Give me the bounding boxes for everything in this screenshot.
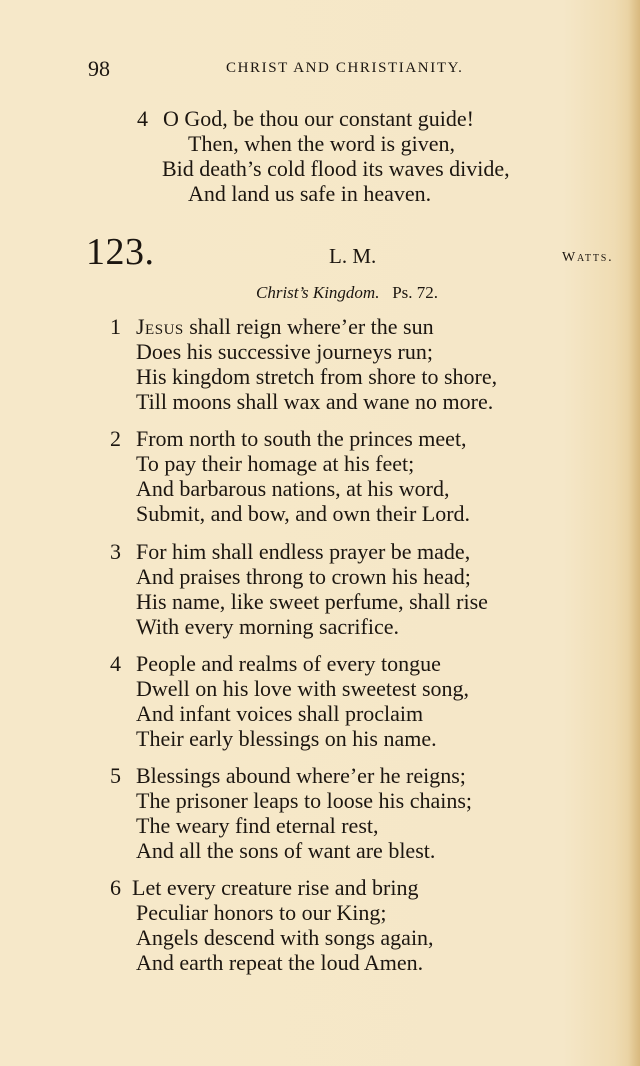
- stanza-line: People and realms of every tongue: [136, 651, 441, 676]
- stanza-line: And infant voices shall proclaim: [136, 701, 424, 726]
- stanza-line: Their early blessings on his name.: [136, 726, 437, 751]
- stanza-line: Till moons shall wax and wane no more.: [136, 389, 494, 414]
- stanza-line-rest: shall reign where’er the sun: [183, 314, 434, 339]
- page-number: 98: [88, 56, 110, 81]
- stanza-line: The weary find eternal rest,: [136, 813, 379, 838]
- stanza-line: And land us safe in heaven.: [188, 181, 432, 206]
- hymn-number: 123.: [86, 231, 155, 273]
- hymn-subtitle: [256, 283, 438, 303]
- page-edge-shadow: [628, 0, 640, 1066]
- stanza-line: O God, be thou our constant guide!: [163, 106, 474, 131]
- stanza-line: The prisoner leaps to loose his chains;: [136, 788, 473, 813]
- stanza-line: For him shall endless prayer be made,: [136, 539, 471, 564]
- stanza-number: 4: [110, 651, 121, 676]
- stanza-line: Does his successive journeys run;: [136, 339, 433, 364]
- stanza-number: 3: [110, 539, 121, 564]
- running-title: CHRIST AND CHRISTIANITY.: [226, 60, 464, 76]
- hymn-scripture-reference: Ps. 72.: [392, 283, 439, 302]
- stanza-line: Dwell on his love with sweetest song,: [136, 676, 470, 701]
- stanza-line: And praises throng to crown his head;: [136, 564, 471, 589]
- first-word: Jesus: [136, 314, 184, 339]
- stanza-number: 6: [110, 875, 121, 900]
- stanza-number: 1: [110, 314, 121, 339]
- stanza-line: Peculiar honors to our King;: [136, 900, 387, 925]
- stanza-line: Let every creature rise and bring: [132, 875, 419, 900]
- stanza-line: Bid death’s cold flood its waves divide,: [162, 156, 510, 181]
- hymn-meter: L. M.: [329, 244, 377, 268]
- stanza-line: Then, when the word is given,: [188, 131, 455, 156]
- stanza-line: Blessings abound where’er he reigns;: [136, 763, 466, 788]
- stanza-line: And all the sons of want are blest.: [136, 838, 436, 863]
- stanza-line: And earth repeat the loud Amen.: [136, 950, 424, 975]
- stanza-line: To pay their homage at his feet;: [136, 451, 415, 476]
- stanza-line: From north to south the princes meet,: [136, 426, 467, 451]
- stanza-line: [136, 314, 434, 339]
- stanza-line: Angels descend with songs again,: [136, 925, 434, 950]
- stanza-number: 2: [110, 426, 121, 451]
- stanza-line: With every morning sacrifice.: [136, 614, 400, 639]
- hymn-subtitle-title: Christ’s Kingdom.: [256, 283, 380, 302]
- stanza-number: 5: [110, 763, 121, 788]
- stanza-line: His name, like sweet perfume, shall rise: [136, 589, 488, 614]
- running-header: [0, 56, 640, 82]
- stanza-line: Submit, and bow, and own their Lord.: [136, 501, 471, 526]
- stanza-number: 4: [137, 106, 148, 131]
- stanza-line: And barbarous nations, at his word,: [136, 476, 450, 501]
- stanza-line: His kingdom stretch from shore to shore,: [136, 364, 498, 389]
- hymn-author: Watts.: [562, 250, 614, 265]
